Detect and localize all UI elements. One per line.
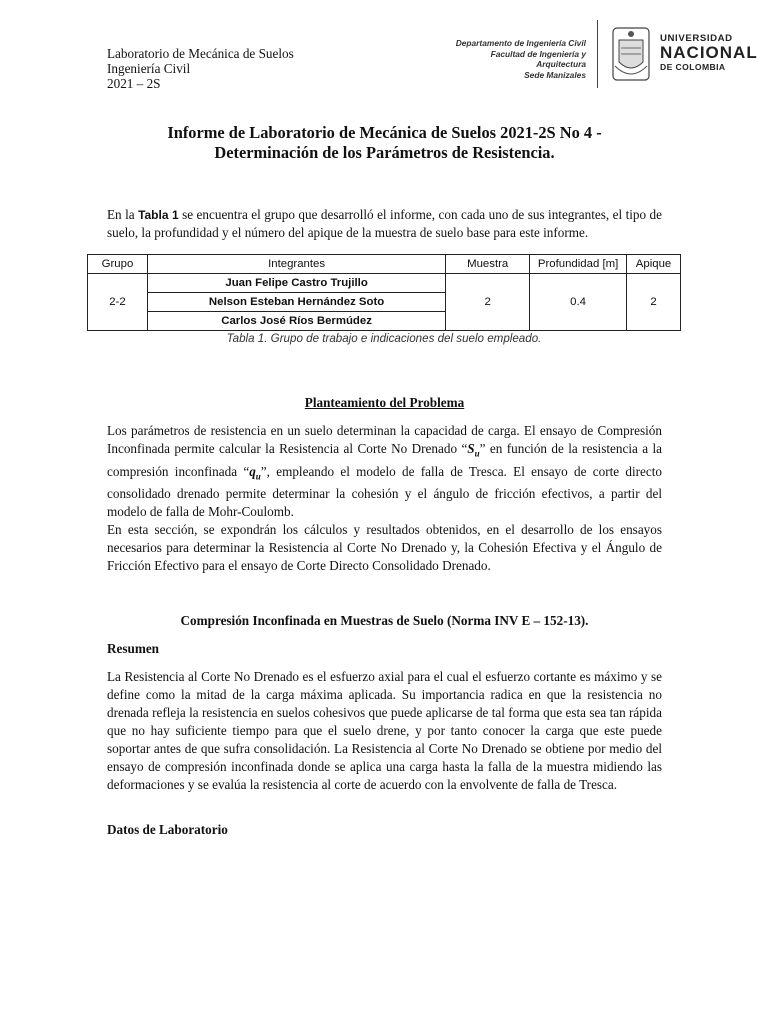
header-members: Integrantes (147, 255, 445, 274)
univ-line-2: NACIONAL (660, 43, 758, 62)
department-block (440, 38, 586, 80)
table-header-row (88, 255, 681, 274)
cell-member-2: Nelson Esteban Hernández Soto (147, 293, 445, 312)
header-sample: Muestra (446, 255, 530, 274)
data-label: Datos de Laboratorio (107, 822, 228, 837)
su-symbol: $S_u$ (467, 441, 480, 459)
problem-paragraph-2: En esta sección, se expondrán los cálculos y resultados obtenidos, en el desarrollo de los ensayos necesarios para determinar la Resistencia al Corte No Drenado y, la Cohesión Efectiva y el Ángulo de Fricción Efectivo para el ensayo de Corte Directo Consolidado Drenado. (107, 522, 662, 573)
header-pit: Apique (627, 255, 681, 274)
table-reference: Tabla 1 (138, 208, 179, 222)
department-name: Departamento de Ingeniería Civil (455, 38, 586, 48)
header-period: 2021 – 2S (107, 76, 161, 91)
cell-pit: 2 (627, 274, 681, 331)
university-crest-icon (607, 22, 655, 86)
title-line-2: Determinación de los Parámetros de Resistencia. (214, 143, 555, 162)
section-heading: Compresión Inconfinada en Muestras de Suelo (Norma INV E – 152-13). (180, 613, 589, 628)
univ-line-1: UNIVERSIDAD (660, 33, 733, 44)
group-table (87, 254, 681, 331)
header-lab: Laboratorio de Mecánica de Suelos (107, 46, 294, 61)
title-line-1: Informe de Laboratorio de Mecánica de Suelos 2021-2S No 4 - (167, 123, 602, 142)
cell-depth: 0.4 (530, 274, 627, 331)
header-group: Grupo (88, 255, 148, 274)
university-logo (660, 33, 758, 72)
header-depth: Profundidad [m] (530, 255, 627, 274)
summary-label: Resumen (107, 641, 160, 656)
cell-member-1: Juan Felipe Castro Trujillo (147, 274, 445, 293)
table-caption: Tabla 1. Grupo de trabajo e indicaciones del suelo empleado. (226, 332, 542, 345)
header-program: Ingeniería Civil (107, 61, 191, 76)
logo-divider (597, 20, 598, 88)
summary-paragraph: La Resistencia al Corte No Drenado es el esfuerzo axial para el cual el esfuerzo cortante es máximo y se define como la mitad de la carga máxima aplicada. Su importancia radica en que la resistencia no drenada refleja la resistencia en suelos cohesivos que puede aplicarse de tal forma que esta sea tan rápida que no hay suficiente tiempo para que el suelo drene, y por tanto conocer la carga que este puede soportar antes de que sufra consolidación. La Resistencia al Corte No Drenado se obtiene por medio del ensayo de compresión inconfinada donde se aplica una carga hasta la falla de la muestra midiendo las deformaciones y se evalúa la resistencia al corte de acuerdo con la envolvente de falla de Tresca. (107, 669, 662, 792)
problem-paragraph-1: Los parámetros de resistencia en un suelo determinan la capacidad de carga. El ensayo de Compresión Inconfinada permite calcular la Resistencia al Corte No Drenado “$S_u$” en función de la resistencia a la compresión inconfinada “$q_u$”, empleando el modelo de falla de Tresca. El ensayo de corte directo consolidado drenado permite determinar la cohesión y el ángulo de fricción efectivos, a partir del modelo de falla de Mohr-Coulomb. (107, 423, 662, 520)
table-row (88, 274, 681, 293)
cell-group: 2-2 (88, 274, 148, 331)
document-header (107, 46, 294, 91)
cell-sample: 2 (446, 274, 530, 331)
qu-symbol: $q_u$ (249, 463, 261, 482)
faculty-name: Facultad de Ingeniería y Arquitectura (490, 48, 586, 69)
campus-name: Sede Manizales (524, 69, 586, 80)
univ-line-3: DE COLOMBIA (660, 62, 726, 72)
cell-member-3: Carlos José Ríos Bermúdez (147, 312, 445, 331)
intro-paragraph: En la Tabla 1 se encuentra el grupo que desarrolló el informe, con cada uno de sus integrantes, el tipo de suelo, la profundidad y el número del apique de la muestra de suelo base para este informe. (107, 207, 662, 240)
problem-heading: Planteamiento del Problema (304, 395, 465, 410)
report-title (107, 123, 662, 163)
